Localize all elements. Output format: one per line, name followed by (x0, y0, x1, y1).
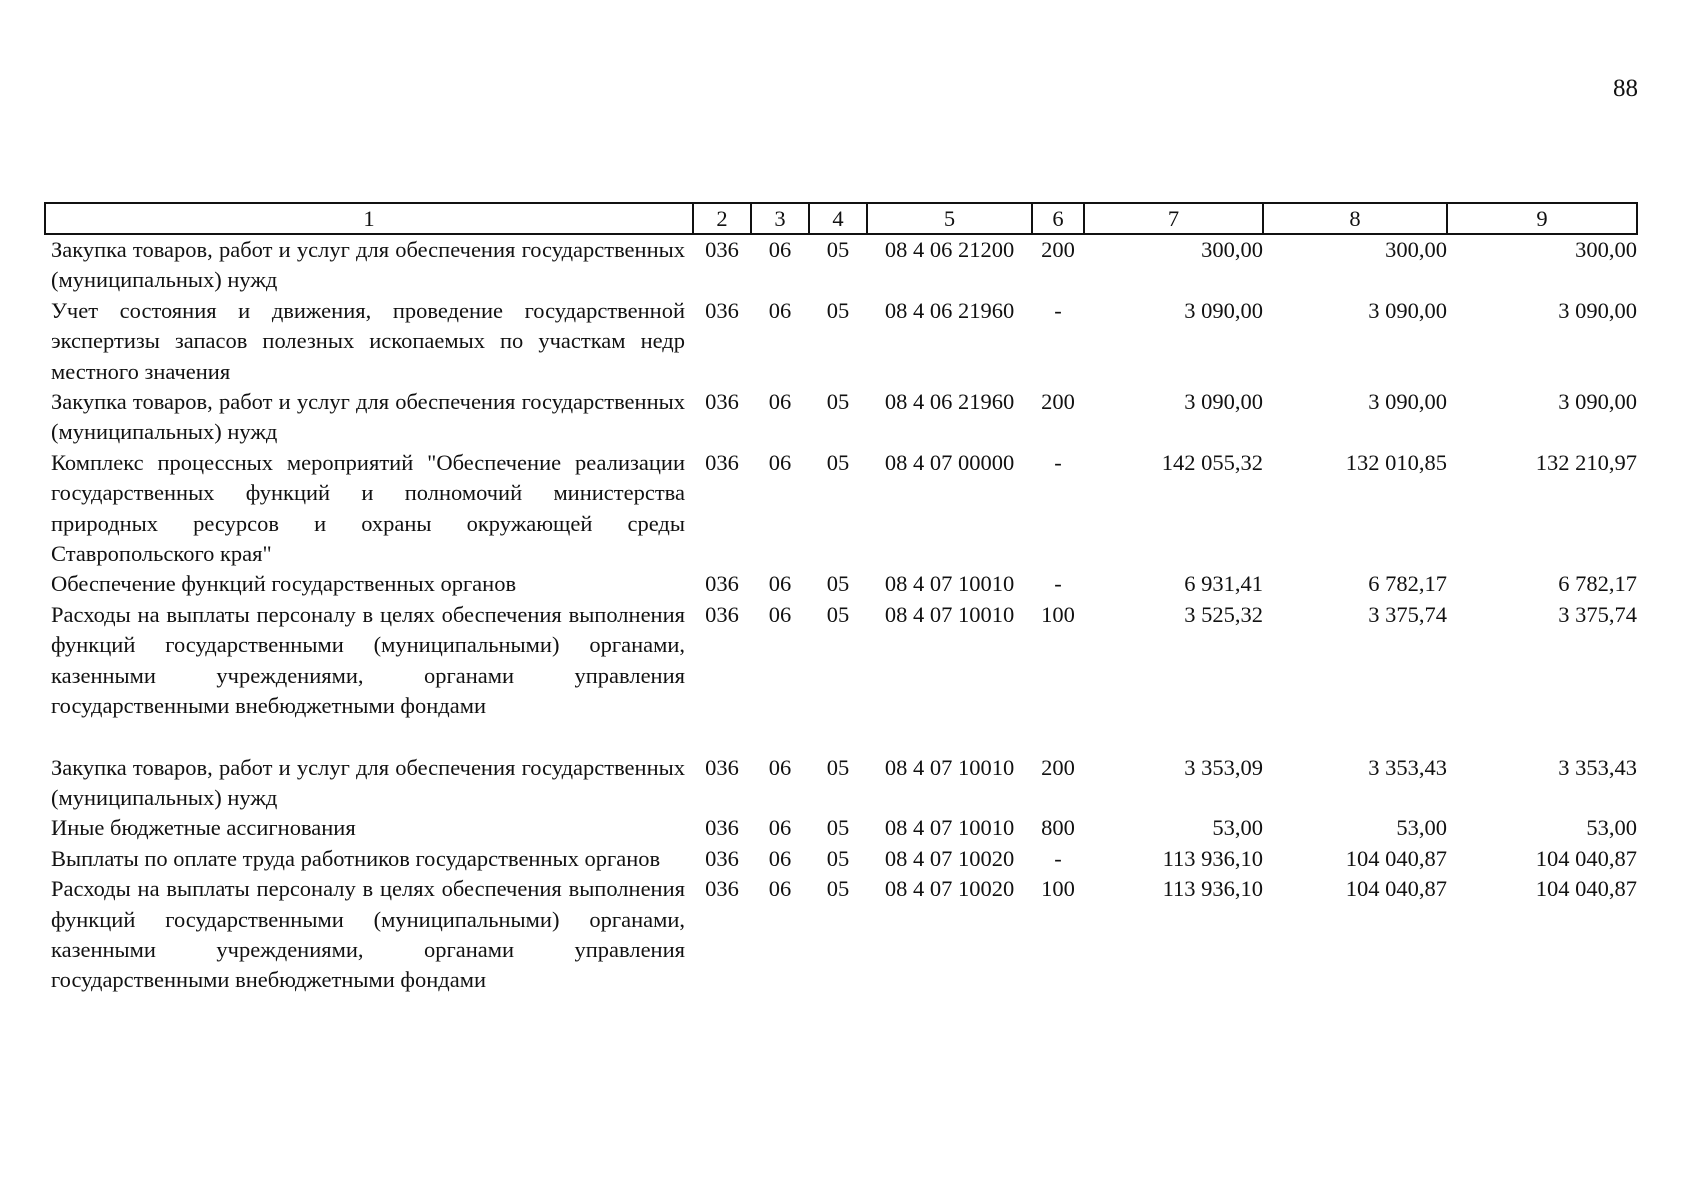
row-name: Закупка товаров, работ и услуг для обеспечения государственных (муниципальных) нужд (51, 389, 685, 445)
row-expense-type: - (1054, 845, 1062, 871)
page-number: 88 (1613, 75, 1638, 102)
row-amount-7: 3 525,32 (1184, 601, 1263, 627)
table-row (45, 234, 1637, 296)
table-row (45, 448, 1637, 570)
row-name: Иные бюджетные ассигнования (51, 815, 356, 841)
row-ministry-code: 036 (705, 601, 739, 627)
row-ministry-code: 036 (705, 237, 739, 262)
row-amount-7: 300,00 (1201, 237, 1263, 262)
row-amount-7: 3 090,00 (1184, 389, 1263, 415)
header-col-2: 2 (693, 203, 751, 234)
row-subsection-code: 05 (826, 571, 850, 597)
row-section-code: 06 (768, 845, 792, 871)
table-row (45, 874, 1637, 996)
row-amount-7: 3 353,09 (1184, 754, 1263, 780)
header-row (45, 203, 1637, 234)
row-amount-8: 104 040,87 (1345, 876, 1447, 902)
row-amount-9: 6 782,17 (1558, 571, 1637, 597)
row-name: Выплаты по оплате труда работников государственных органов (51, 845, 661, 871)
row-name: Закупка товаров, работ и услуг для обеспечения государственных (муниципальных) нужд (51, 237, 685, 293)
row-amount-7: 3 090,00 (1184, 297, 1263, 323)
row-target-article: 08 4 06 21960 (884, 297, 1015, 323)
header-col-3: 3 (751, 203, 809, 234)
header-col-9: 9 (1447, 203, 1637, 234)
table-row (45, 844, 1637, 874)
row-amount-8: 3 090,00 (1368, 389, 1447, 415)
row-amount-9: 3 090,00 (1558, 297, 1637, 323)
row-target-article: 08 4 06 21960 (884, 389, 1015, 415)
budget-table (44, 202, 1638, 996)
header-col-6: 6 (1032, 203, 1084, 234)
header-col-5: 5 (867, 203, 1032, 234)
row-ministry-code: 036 (705, 815, 739, 841)
row-expense-type: 100 (1041, 876, 1075, 902)
row-amount-7: 6 931,41 (1184, 571, 1263, 597)
row-expense-type: 200 (1041, 754, 1075, 780)
row-subsection-code: 05 (826, 876, 850, 902)
spacer-row (45, 722, 1637, 753)
row-section-code: 06 (768, 754, 792, 780)
row-amount-7: 113 936,10 (1162, 845, 1263, 871)
row-section-code: 06 (768, 601, 792, 627)
header-col-7: 7 (1084, 203, 1263, 234)
row-expense-type: 200 (1041, 237, 1075, 262)
row-section-code: 06 (768, 237, 792, 262)
row-target-article: 08 4 07 10010 (884, 571, 1015, 597)
row-target-article: 08 4 07 10010 (884, 754, 1015, 780)
row-amount-8: 132 010,85 (1345, 449, 1447, 475)
table-row (45, 387, 1637, 448)
row-ministry-code: 036 (705, 389, 739, 415)
row-ministry-code: 036 (705, 845, 739, 871)
row-target-article: 08 4 07 10020 (884, 845, 1015, 871)
row-subsection-code: 05 (826, 815, 850, 841)
row-subsection-code: 05 (826, 389, 850, 415)
table-row (45, 753, 1637, 814)
row-amount-8: 300,00 (1385, 237, 1447, 262)
table-row (45, 569, 1637, 599)
row-expense-type: 200 (1041, 389, 1075, 415)
table-row (45, 600, 1637, 722)
row-expense-type: - (1054, 571, 1062, 597)
row-ministry-code: 036 (705, 571, 739, 597)
row-amount-7: 53,00 (1212, 815, 1263, 841)
row-amount-9: 3 375,74 (1558, 601, 1637, 627)
row-amount-8: 6 782,17 (1368, 571, 1447, 597)
row-name: Расходы на выплаты персоналу в целях обеспечения выполнения функций государственными (муниципальными) органами, казенными учреждениями, органами управления государственными внебюджетными фондами (51, 601, 685, 719)
row-amount-8: 3 375,74 (1368, 601, 1447, 627)
header-col-4: 4 (809, 203, 867, 234)
row-amount-9: 132 210,97 (1535, 449, 1637, 475)
row-expense-type: - (1054, 297, 1062, 323)
row-amount-8: 3 090,00 (1368, 297, 1447, 323)
header-col-8: 8 (1263, 203, 1447, 234)
row-name: Обеспечение функций государственных органов (51, 571, 517, 597)
row-ministry-code: 036 (705, 754, 739, 780)
row-subsection-code: 05 (826, 297, 850, 323)
row-subsection-code: 05 (826, 754, 850, 780)
row-amount-9: 104 040,87 (1535, 845, 1637, 871)
row-target-article: 08 4 07 10020 (884, 876, 1015, 902)
row-section-code: 06 (768, 389, 792, 415)
row-amount-8: 3 353,43 (1368, 754, 1447, 780)
row-amount-9: 300,00 (1575, 237, 1637, 262)
spacer-cell (45, 722, 1637, 753)
row-amount-7: 142 055,32 (1161, 449, 1263, 475)
row-section-code: 06 (768, 449, 792, 475)
row-amount-9: 3 090,00 (1558, 389, 1637, 415)
row-section-code: 06 (768, 297, 792, 323)
row-amount-8: 53,00 (1396, 815, 1447, 841)
row-expense-type: 100 (1041, 601, 1075, 627)
row-expense-type: 800 (1041, 815, 1075, 841)
row-name: Комплекс процессных мероприятий "Обеспечение реализации государственных функций и полномочий министерства природных ресурсов и охраны окружающей среды Ставропольского края" (51, 449, 685, 567)
row-expense-type: - (1054, 449, 1062, 475)
row-subsection-code: 05 (826, 845, 850, 871)
row-ministry-code: 036 (705, 297, 739, 323)
row-name: Закупка товаров, работ и услуг для обеспечения государственных (муниципальных) нужд (51, 754, 685, 810)
row-target-article: 08 4 07 10010 (884, 601, 1015, 627)
row-amount-9: 53,00 (1586, 815, 1637, 841)
row-amount-9: 104 040,87 (1535, 876, 1637, 902)
row-subsection-code: 05 (826, 237, 850, 262)
row-amount-9: 3 353,43 (1558, 754, 1637, 780)
row-subsection-code: 05 (826, 601, 850, 627)
row-ministry-code: 036 (705, 449, 739, 475)
table-row (45, 296, 1637, 387)
row-name: Расходы на выплаты персоналу в целях обеспечения выполнения функций государственными (муниципальными) органами, казенными учреждениями, органами управления государственными внебюджетными фондами (51, 876, 685, 993)
row-amount-8: 104 040,87 (1345, 845, 1447, 871)
row-ministry-code: 036 (705, 876, 739, 902)
row-section-code: 06 (768, 876, 792, 902)
row-section-code: 06 (768, 815, 792, 841)
header-col-1: 1 (45, 203, 693, 234)
row-section-code: 06 (768, 571, 792, 597)
row-target-article: 08 4 07 00000 (884, 449, 1015, 475)
table-row (45, 813, 1637, 843)
row-name: Учет состояния и движения, проведение государственной экспертизы запасов полезных ископаемых по участкам недр местного значения (51, 297, 685, 384)
row-amount-7: 113 936,10 (1162, 876, 1263, 902)
row-target-article: 08 4 07 10010 (884, 815, 1015, 841)
row-subsection-code: 05 (826, 449, 850, 475)
row-target-article: 08 4 06 21200 (884, 237, 1015, 262)
